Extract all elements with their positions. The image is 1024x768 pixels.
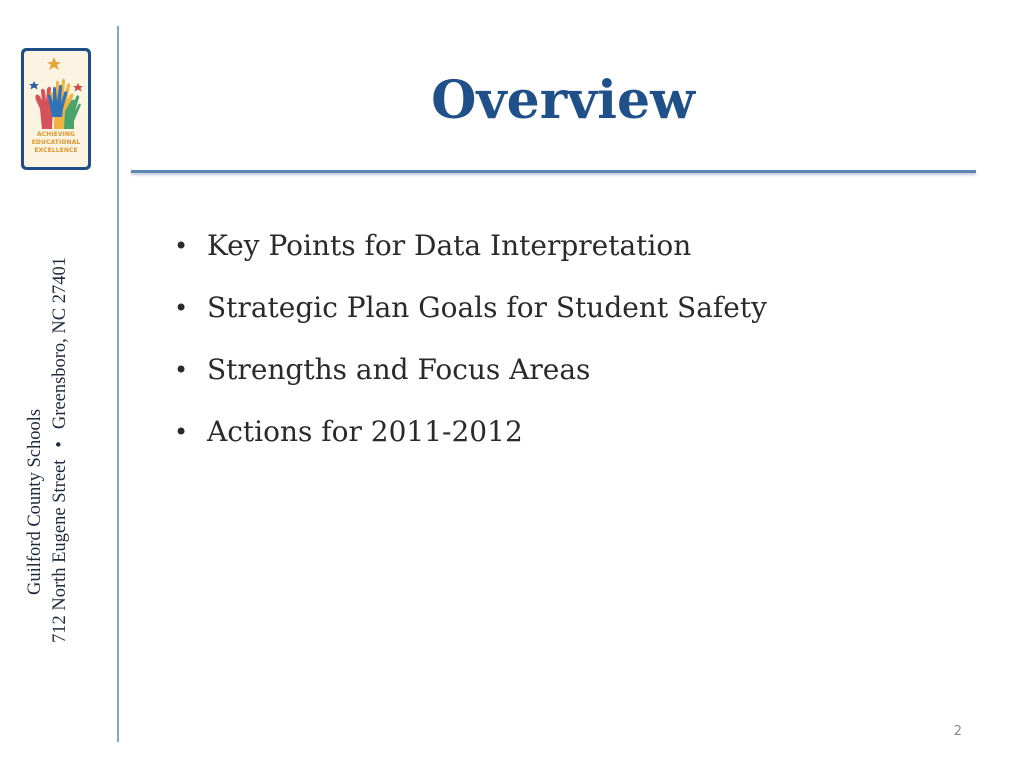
bullet-dot-icon: • — [174, 418, 189, 446]
bullet-list — [174, 224, 767, 472]
logo-text-line3: EXCELLENCE — [34, 147, 78, 154]
bullet-text: Strengths and Focus Areas — [207, 353, 591, 386]
bullet-text: Key Points for Data Interpretation — [207, 229, 692, 262]
logo-text-line1: ACHIEVING — [36, 131, 76, 138]
address-separator: • — [50, 441, 70, 448]
title-underline — [131, 170, 976, 173]
bullet-dot-icon: • — [174, 294, 189, 322]
bullet-item — [174, 224, 767, 286]
bullet-item — [174, 410, 767, 472]
logo — [21, 48, 91, 170]
bullet-item — [174, 286, 767, 348]
sidebar-address-text — [23, 210, 93, 690]
bullet-text: Actions for 2011-2012 — [207, 415, 523, 448]
street-address-line — [48, 210, 73, 690]
bullet-dot-icon: • — [174, 356, 189, 384]
page-number: 2 — [953, 724, 962, 739]
city-state-zip: Greensboro, NC 27401 — [50, 256, 70, 430]
street-address: 712 North Eugene Street — [50, 459, 70, 644]
logo-panel — [24, 51, 88, 167]
vertical-divider — [117, 26, 119, 742]
logo-text — [24, 131, 88, 155]
bullet-item — [174, 348, 767, 410]
logo-text-line2: EDUCATIONAL — [31, 139, 81, 146]
org-name: Guilford County Schools — [25, 408, 45, 595]
bullet-text: Strategic Plan Goals for Student Safety — [207, 291, 767, 324]
sidebar-address — [8, 210, 108, 690]
bullet-dot-icon: • — [174, 232, 189, 260]
slide-title: Overview — [431, 70, 695, 131]
